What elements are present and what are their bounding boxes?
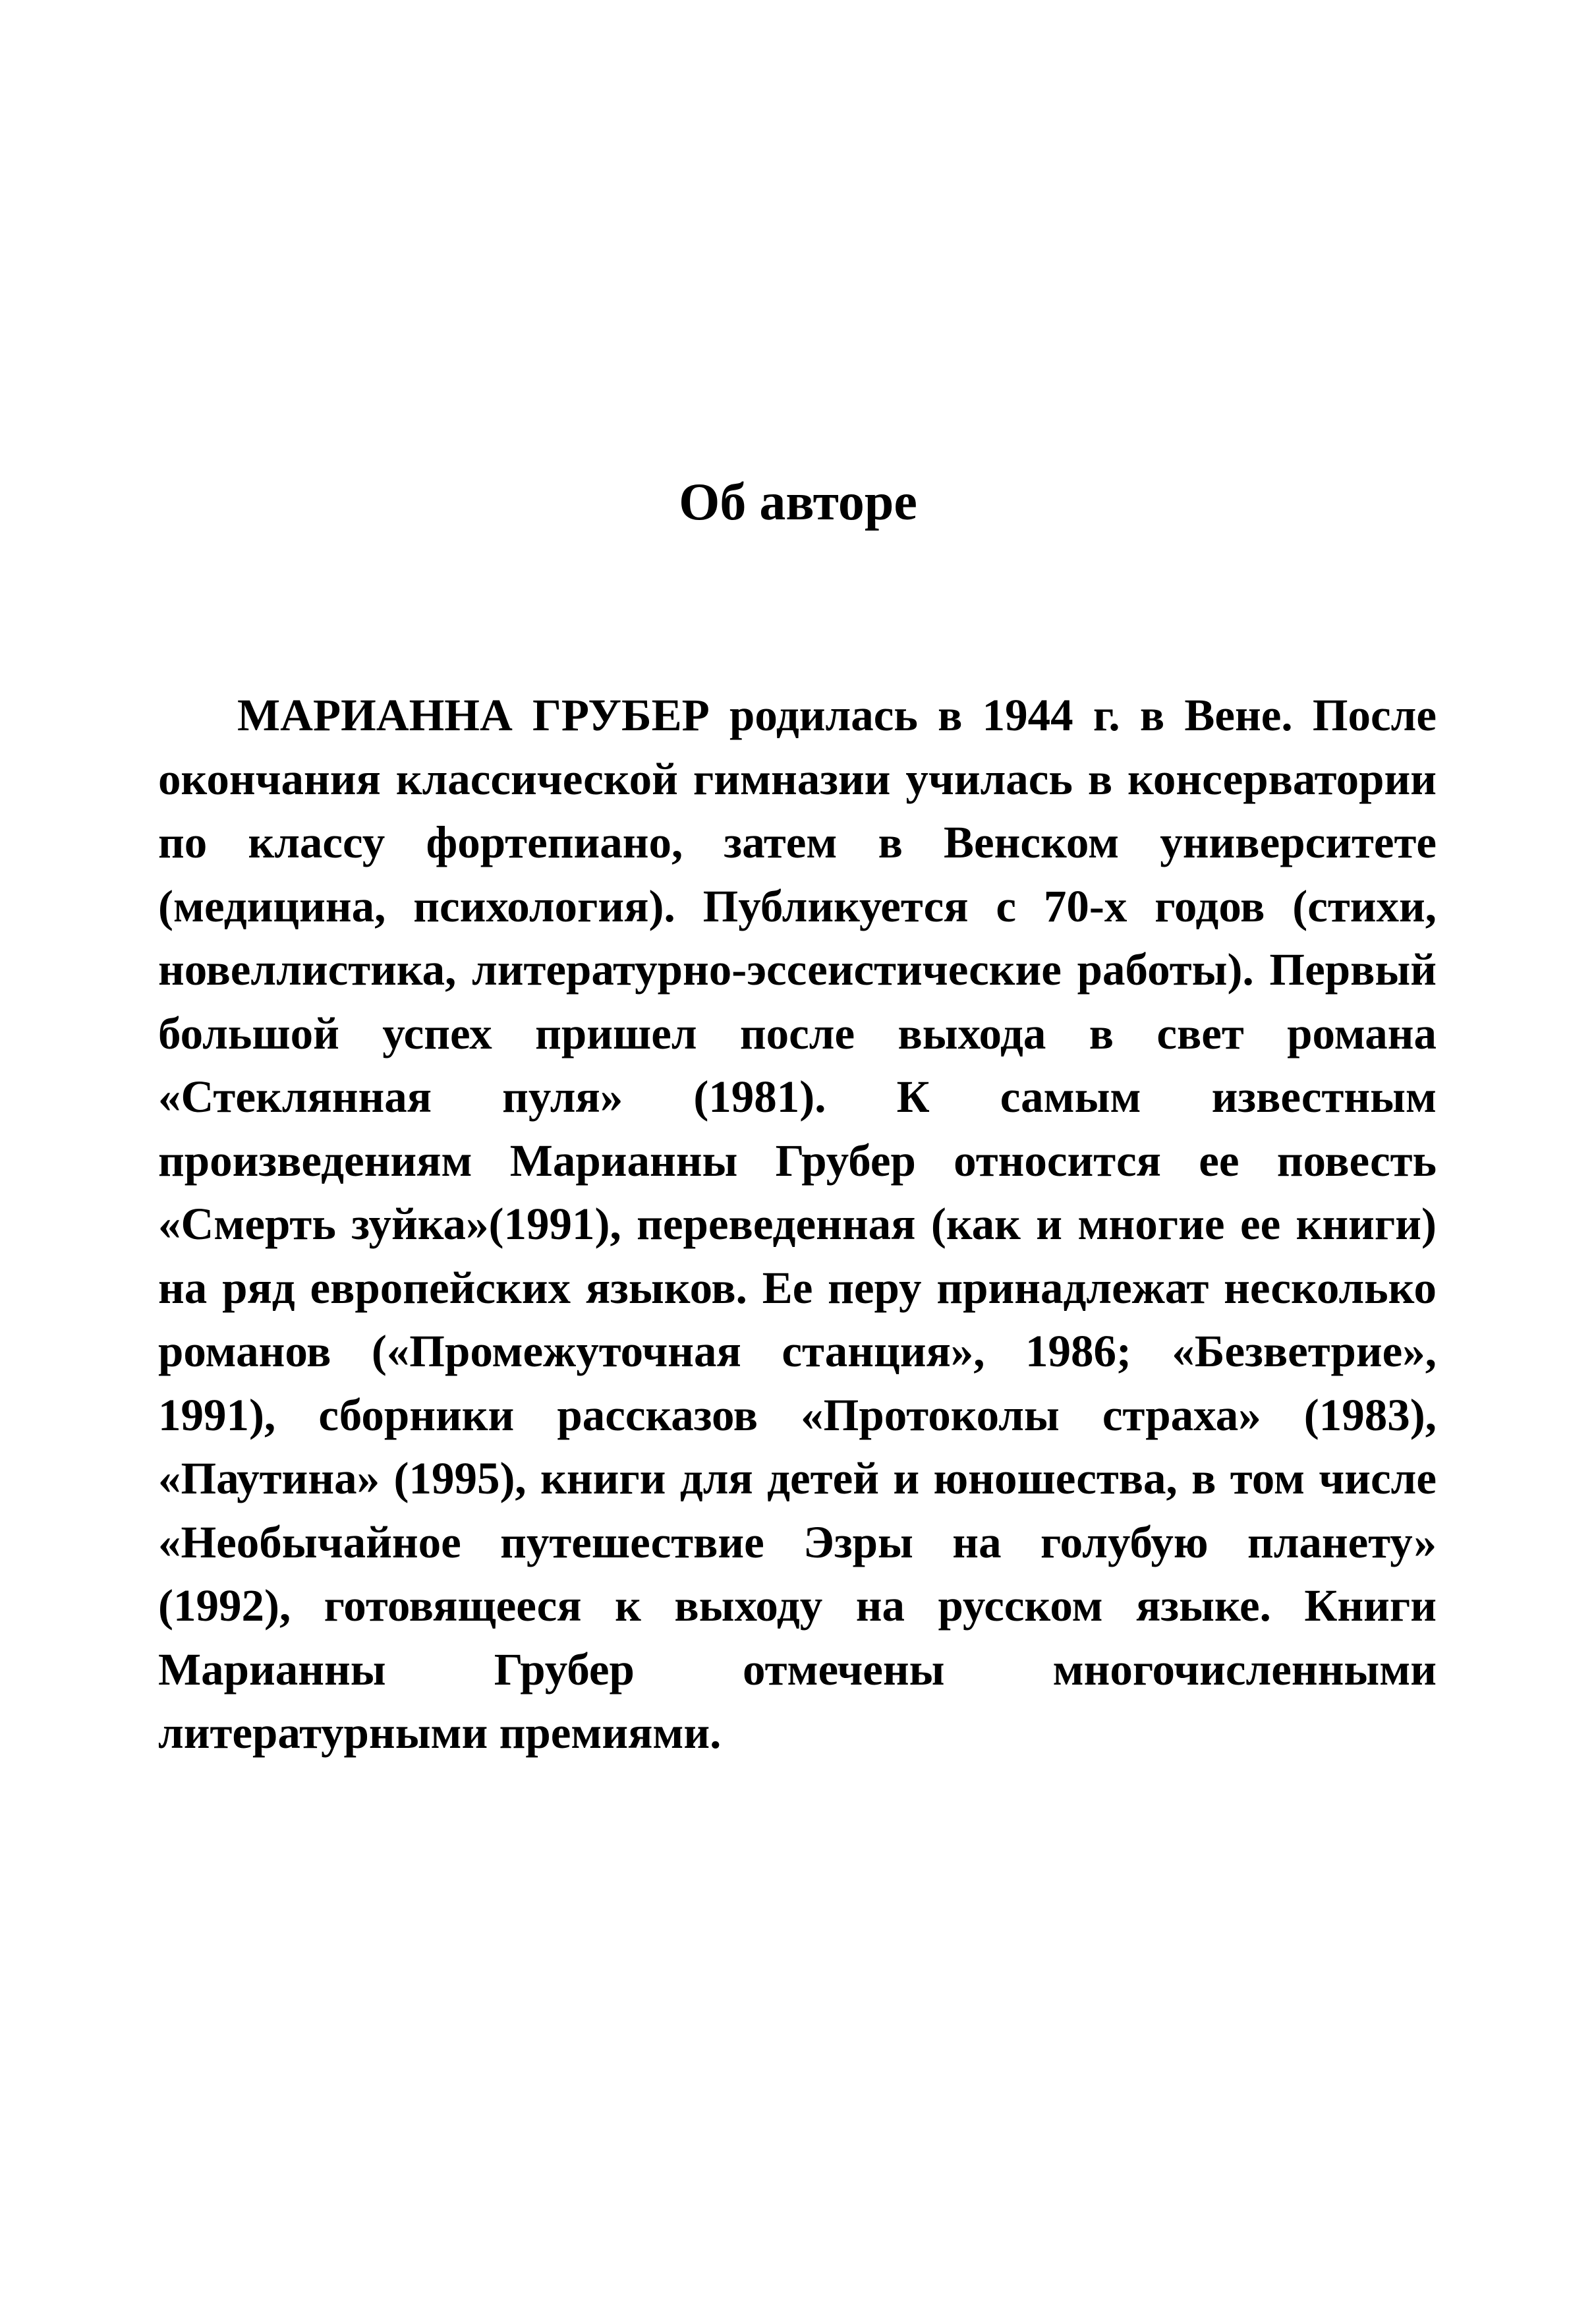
author-bio-paragraph: МАРИАННА ГРУБЕР родилась в 1944 г. в Вене. После окончания классической гимназии училась в консерватории по классу фортепиано, затем в Венском университете (медицина, психология). Публикуется с 70-х годов (стихи, новеллистика, литературно-эссеистические работы). Первый большой успех пришел после выхода в свет романа «Стеклянная пуля» (1981). К самым известным произведениям Марианны Грубер относится ее повесть «Смерть зуйка»(1991), переведенная (как и многие ее книги) на ряд европейских языков. Ее перу принадлежат несколько романов («Промежуточная станция», 1986; «Безветрие», 1991), сборники рассказов «Протоколы страха» (1983), «Паутина» (1995), книги для детей и юношества, в том числе «Необычайное путешествие Эзры на голубую планету» (1992), готовящееся к выходу на русском языке. Книги Марианны Грубер отмечены многочисленными литературными премиями. xyxy=(158,690,1437,1758)
page-title: Об авторе xyxy=(679,473,917,531)
